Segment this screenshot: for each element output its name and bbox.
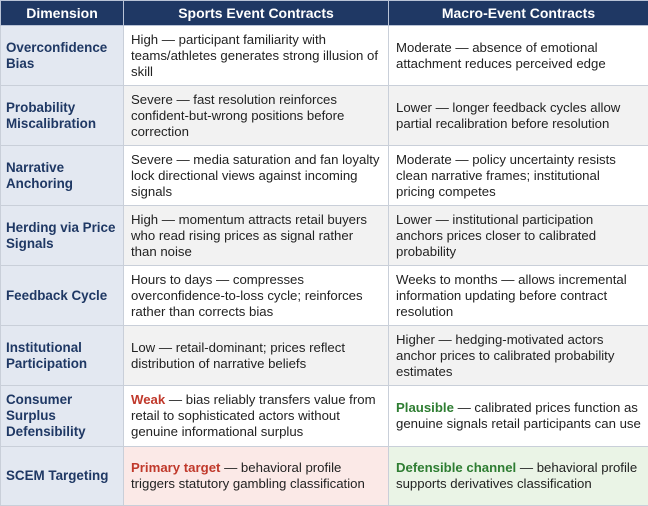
- table-row: [1, 266, 648, 326]
- macro-cell: Lower — institutional participation anchors prices closer to calibrated probability: [389, 206, 648, 266]
- table-row: [1, 386, 648, 447]
- macro-cell: Moderate — absence of emotional attachment reduces perceived edge: [389, 26, 648, 86]
- primary-target-rating: Primary target: [131, 460, 220, 475]
- table-row: [1, 206, 648, 266]
- sports-cell-text: — bias reliably transfers value from retail to sophisticated actors without genuine informational surplus: [131, 392, 376, 439]
- dimension-cell: Consumer Surplus Defensibility: [1, 386, 124, 447]
- macro-cell: [389, 447, 648, 506]
- table-row: [1, 326, 648, 386]
- macro-cell: Lower — longer feedback cycles allow partial recalibration before resolution: [389, 86, 648, 146]
- defensible-channel-rating: Defensible channel: [396, 460, 516, 475]
- dimension-cell: Institutional Participation: [1, 326, 124, 386]
- table-row: [1, 86, 648, 146]
- macro-cell-text: — calibrated prices function as genuine signals retail participants can use: [396, 400, 641, 431]
- sports-cell: Low — retail-dominant; prices reflect distribution of narrative beliefs: [124, 326, 389, 386]
- sports-cell: [124, 386, 389, 447]
- sports-cell: Severe — fast resolution reinforces confident-but-wrong positions before correction: [124, 86, 389, 146]
- dimension-cell: Herding via Price Signals: [1, 206, 124, 266]
- dimension-cell: Feedback Cycle: [1, 266, 124, 326]
- weak-rating: Weak: [131, 392, 165, 407]
- plausible-rating: Plausible: [396, 400, 454, 415]
- header-row: [1, 1, 648, 26]
- sports-cell: Severe — media saturation and fan loyalty lock directional views against incoming signals: [124, 146, 389, 206]
- table-row: [1, 447, 648, 506]
- macro-cell: Moderate — policy uncertainty resists clean narrative frames; institutional pricing competes: [389, 146, 648, 206]
- table-row: [1, 26, 648, 86]
- macro-cell: Weeks to months — allows incremental information updating before contract resolution: [389, 266, 648, 326]
- dimension-cell: Probability Miscalibration: [1, 86, 124, 146]
- macro-cell-text: — behavioral profile supports derivatives classification: [396, 460, 637, 491]
- sports-cell: High — participant familiarity with teams/athletes generates strong illusion of skill: [124, 26, 389, 86]
- header-dimension: Dimension: [1, 1, 124, 26]
- header-sports: Sports Event Contracts: [124, 1, 389, 26]
- sports-cell-text: — behavioral profile triggers statutory gambling classification: [131, 460, 365, 491]
- sports-cell: High — momentum attracts retail buyers who read rising prices as signal rather than noise: [124, 206, 389, 266]
- dimension-cell: Overconfidence Bias: [1, 26, 124, 86]
- table-row: [1, 146, 648, 206]
- macro-cell: [389, 386, 648, 447]
- header-macro: Macro-Event Contracts: [389, 1, 648, 26]
- dimension-cell: Narrative Anchoring: [1, 146, 124, 206]
- macro-cell: Higher — hedging-motivated actors anchor prices to calibrated probability estimates: [389, 326, 648, 386]
- sports-cell: Hours to days — compresses overconfidence-to-loss cycle; reinforces rather than corrects bias: [124, 266, 389, 326]
- sports-cell: [124, 447, 389, 506]
- dimension-cell: SCEM Targeting: [1, 447, 124, 506]
